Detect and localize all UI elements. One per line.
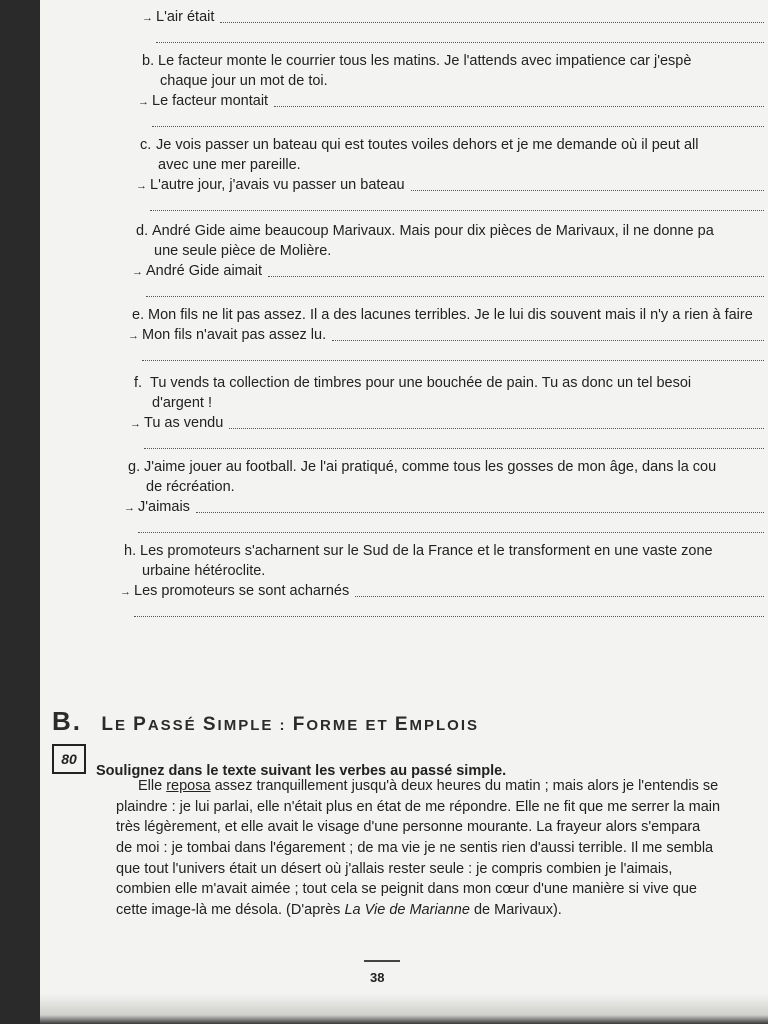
underlined-verb: reposa bbox=[166, 778, 211, 794]
prompt-text: J'aime jouer au football. Je l'ai pratiqué, comme tous les gosses de mon âge, dans la cou bbox=[144, 459, 717, 475]
exercise-prompt-line bbox=[142, 52, 691, 70]
exercise-instruction: Soulignez dans le texte suivant les verbes au passé simple. bbox=[96, 763, 507, 779]
exercise-80-line bbox=[116, 840, 713, 856]
exercise-prompt-line bbox=[158, 156, 301, 174]
answer-dotted-line[interactable] bbox=[220, 22, 764, 23]
text-segment: de Marivaux). bbox=[469, 902, 562, 918]
right-arrow-icon: → bbox=[128, 330, 139, 342]
text-segment: Elle bbox=[138, 778, 167, 794]
right-arrow-icon: → bbox=[130, 418, 141, 430]
exercise-80-line bbox=[116, 819, 700, 835]
item-letter: e. bbox=[132, 307, 145, 323]
answer-line bbox=[128, 326, 326, 345]
right-arrow-icon: → bbox=[138, 96, 149, 108]
prompt-text: d'argent ! bbox=[152, 395, 213, 411]
page-number-rule bbox=[364, 960, 400, 962]
answer-line bbox=[132, 262, 262, 281]
exercise-prompt-line bbox=[146, 478, 235, 496]
answer-dotted-line[interactable] bbox=[134, 616, 764, 617]
right-arrow-icon: → bbox=[124, 502, 135, 514]
page-number: 38 bbox=[370, 970, 385, 985]
answer-dotted-line[interactable] bbox=[274, 106, 764, 107]
prompt-text: une seule pièce de Molière. bbox=[154, 243, 332, 259]
answer-dotted-line[interactable] bbox=[229, 428, 764, 429]
page-bottom-edge bbox=[40, 994, 768, 1024]
answer-start-text: Mon fils n'avait pas assez lu. bbox=[142, 327, 327, 343]
answer-dotted-line[interactable] bbox=[152, 126, 764, 127]
answer-dotted-line[interactable] bbox=[268, 276, 764, 277]
answer-line bbox=[138, 92, 268, 111]
exercise-prompt-line bbox=[160, 72, 328, 90]
prompt-text: avec une mer pareille. bbox=[158, 157, 301, 173]
text-segment: cette image-là me désola. (D'après bbox=[116, 902, 345, 918]
exercise-prompt-line bbox=[134, 374, 691, 392]
prompt-text: Je vois passer un bateau qui est toutes voiles dehors et je me demande où il peut all bbox=[156, 137, 699, 153]
prompt-text: Les promoteurs s'acharnent sur le Sud de la France et le transforment en une vaste zone bbox=[140, 543, 713, 559]
prompt-text: de récréation. bbox=[146, 479, 235, 495]
right-arrow-icon: → bbox=[132, 266, 143, 278]
item-letter: b. bbox=[142, 53, 155, 69]
item-letter: h. bbox=[124, 543, 137, 559]
answer-dotted-line[interactable] bbox=[144, 448, 764, 449]
book-title: La Vie de Marianne bbox=[344, 902, 470, 918]
answer-line bbox=[124, 498, 190, 517]
right-arrow-icon: → bbox=[120, 586, 131, 598]
prompt-text: Mon fils ne lit pas assez. Il a des lacunes terribles. Je le lui dis souvent mais il n'y a rien à faire bbox=[148, 307, 753, 323]
answer-dotted-line[interactable] bbox=[156, 42, 764, 43]
answer-start-text: L'autre jour, j'avais vu passer un bateau bbox=[150, 177, 405, 193]
prompt-text: Le facteur monte le courrier tous les matins. Je l'attends avec impatience car j'espè bbox=[158, 53, 692, 69]
section-title-text: LE PASSÉ SIMPLE : FORME ET EMPLOIS bbox=[101, 714, 480, 735]
answer-start-text: André Gide aimait bbox=[146, 263, 263, 279]
section-b-title bbox=[52, 706, 479, 737]
answer-line bbox=[130, 414, 223, 433]
prompt-text: André Gide aime beaucoup Marivaux. Mais pour dix pièces de Marivaux, il ne donne pa bbox=[152, 223, 714, 239]
exercise-80-line bbox=[138, 778, 718, 794]
item-letter: g. bbox=[128, 459, 141, 475]
answer-dotted-line[interactable] bbox=[411, 190, 764, 191]
prompt-text: urbaine hétéroclite. bbox=[142, 563, 266, 579]
answer-dotted-line[interactable] bbox=[146, 296, 764, 297]
exercise-prompt-line bbox=[136, 222, 714, 240]
exercise-prompt-line bbox=[140, 136, 698, 154]
text-segment: très légèrement, et elle avait le visage d'une personne mourante. La frayeur alors s'empara bbox=[116, 819, 701, 835]
exercise-prompt-line bbox=[124, 542, 713, 560]
answer-start-text: L'air était bbox=[156, 9, 215, 25]
answer-start-text: Les promoteurs se sont acharnés bbox=[134, 583, 350, 599]
prompt-text: chaque jour un mot de toi. bbox=[160, 73, 328, 89]
text-segment: plaindre : je lui parlai, elle n'était plus en état de me répondre. Elle ne fit que me serrer la main bbox=[116, 799, 721, 815]
exercise-prompt-line bbox=[132, 306, 753, 324]
answer-start-text: Le facteur montait bbox=[152, 93, 269, 109]
answer-dotted-line[interactable] bbox=[196, 512, 764, 513]
exercise-number-badge: 80 bbox=[52, 744, 86, 774]
prompt-text: Tu vends ta collection de timbres pour une bouchée de pain. Tu as donc un tel besoi bbox=[150, 375, 692, 391]
answer-start-text: J'aimais bbox=[138, 499, 190, 515]
exercise-80-line bbox=[116, 881, 697, 897]
exercise-prompt-line bbox=[142, 562, 265, 580]
answer-dotted-line[interactable] bbox=[150, 210, 764, 211]
exercise-80-line bbox=[116, 861, 672, 877]
exercise-80-line bbox=[116, 902, 562, 918]
item-letter: f. bbox=[134, 375, 143, 391]
answer-start-text: Tu as vendu bbox=[144, 415, 224, 431]
answer-line bbox=[142, 8, 214, 27]
exercise-prompt-line bbox=[128, 458, 716, 476]
right-arrow-icon: → bbox=[142, 12, 153, 24]
text-segment: de moi : je tombai dans l'égarement ; de ma vie je ne sentis rien d'aussi terrible. Il me sembla bbox=[116, 840, 714, 856]
item-letter: d. bbox=[136, 223, 149, 239]
answer-line bbox=[120, 582, 349, 601]
item-letter: c. bbox=[140, 137, 152, 153]
answer-dotted-line[interactable] bbox=[355, 596, 764, 597]
text-segment: que tout l'univers était un désert où j'allais rester seule : je compris combien je l'aimais, bbox=[116, 861, 673, 877]
exercise-prompt-line bbox=[152, 394, 212, 412]
right-arrow-icon: → bbox=[136, 180, 147, 192]
answer-line bbox=[136, 176, 405, 195]
exercise-80-line bbox=[116, 799, 720, 815]
section-letter: B. bbox=[52, 706, 82, 736]
answer-dotted-line[interactable] bbox=[138, 532, 764, 533]
text-segment: assez tranquillement jusqu'à deux heures du matin ; mais alors je l'entendis se bbox=[210, 778, 719, 794]
answer-dotted-line[interactable] bbox=[332, 340, 764, 341]
text-segment: combien elle m'avait aimée ; tout cela se peignit dans mon cœur d'une manière si vive que bbox=[116, 881, 697, 897]
exercise-prompt-line bbox=[154, 242, 331, 260]
answer-dotted-line[interactable] bbox=[142, 360, 764, 361]
